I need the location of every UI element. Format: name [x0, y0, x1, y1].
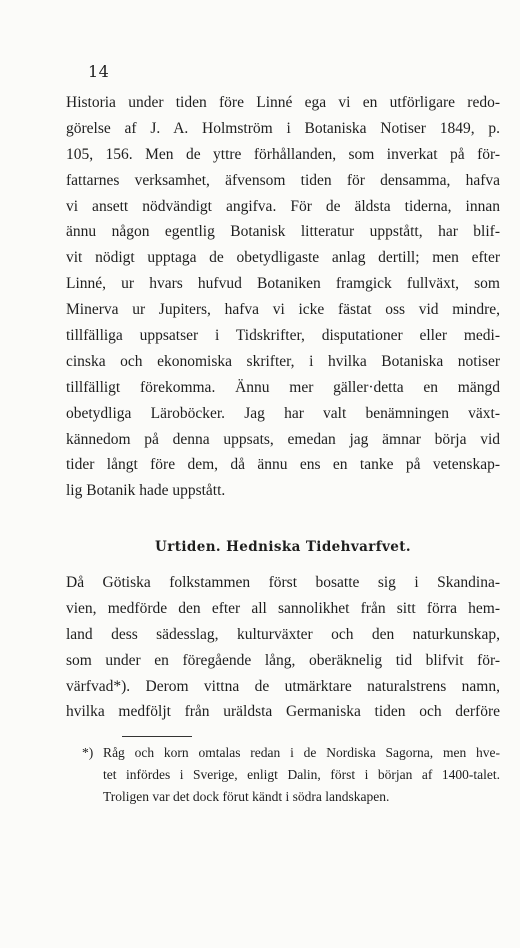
- paragraph-1: [66, 90, 500, 504]
- text-line: som under en föregående lång, oberäknelig tid blifvit för-: [66, 651, 500, 669]
- text-line: tillfälligt förekomma. Ännu mer gäller·detta en mängd: [66, 378, 500, 396]
- text-line: vi ansett nödvändigt angifva. För de äldsta tiderna, innan: [66, 197, 500, 215]
- footnote: [82, 736, 500, 808]
- text-line: tillfälliga uppsatser i Tidskrifter, disputationer eller medi-: [66, 327, 500, 345]
- text-line: Minerva ur Jupiters, hafva vi icke fästat oss vid mindre,: [66, 301, 500, 319]
- text-line: Då Götiska folkstammen först bosatte sig i Skandina-: [66, 574, 500, 591]
- footnote-line: tet infördes i Sverige, enligt Dalin, först i början af 1400-talet.: [103, 767, 500, 782]
- text-line: fattarnes verksamhet, äfvensom tiden för densamma, hafva: [66, 171, 500, 189]
- text-line: hvilka medföljt från uräldsta Germaniska tiden och derföre: [66, 703, 500, 721]
- text-line: ännu någon egentlig Botanisk litteratur uppstått, har blif-: [66, 223, 500, 241]
- text-line: kännedom på denna uppsats, emedan jag ämnar börja vid: [66, 430, 500, 448]
- text-line: Historia under tiden före Linné ega vi en utförligare redo-: [66, 94, 500, 111]
- footnote-line: *) Råg och korn omtalas redan i de Nordiska Sagorna, men hve-: [82, 745, 500, 760]
- footnote-line: Troligen var det dock förut kändt i södra landskapen.: [103, 789, 390, 804]
- text-line: cinska och ekonomiska skrifter, i hvilka Botaniska notiser: [66, 352, 500, 370]
- text-line: land dess sädesslag, kulturväxter och den naturkunskap,: [66, 625, 500, 643]
- section-heading: Urtiden. Hedniska Tidehvarfvet.: [155, 539, 411, 555]
- text-line: tider långt före dem, då ännu ens en tanke på vetenskap-: [66, 456, 500, 474]
- text-line: görelse af J. A. Holmström i Botaniska Notiser 1849, p.: [66, 119, 500, 137]
- text-line: Linné, ur hvars hufvud Botaniken framgick fullväxt, som: [66, 275, 500, 293]
- text-line: obetydliga Läroböcker. Jag har valt benämningen växt-: [66, 404, 500, 422]
- text-line: vien, medförde den efter all sannolikhet från sitt förra hem-: [66, 599, 500, 617]
- text-line: 105, 156. Men de yttre förhållanden, som inverkat på för-: [66, 145, 500, 163]
- text-line: värfvad*). Derom vittna de utmärktare naturalstrens namn,: [66, 677, 500, 695]
- text-line: vit nödigt upptaga de obetydligaste anlag dertill; men efter: [66, 249, 500, 267]
- paragraph-2: [66, 570, 500, 725]
- text-line: lig Botanik hade uppstått.: [66, 482, 226, 500]
- page-number: 14: [88, 62, 110, 81]
